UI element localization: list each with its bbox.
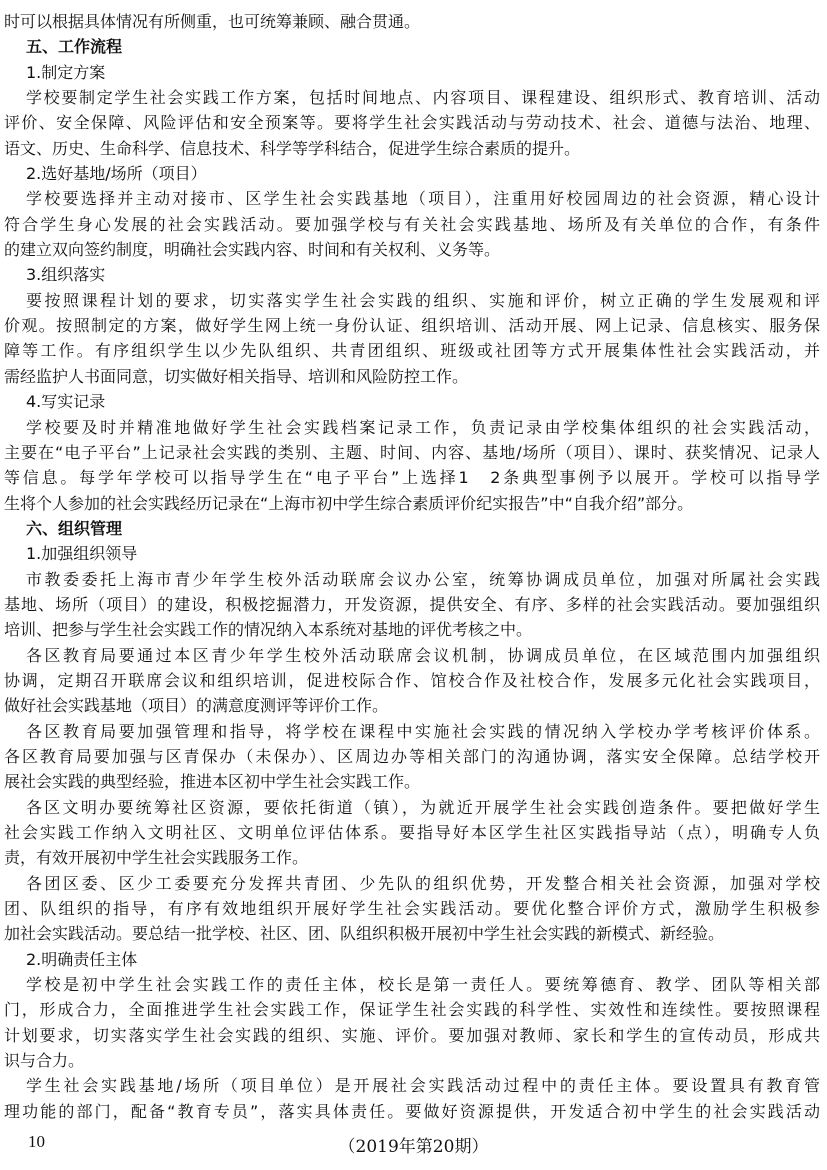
text-line: 加社会实践活动。要总结一批学校、社区、团、队组织积极开展初中学生社会实践的新模式、新经验。 — [4, 924, 725, 944]
text-line: 要按照课程计划的要求，切实落实学生社会实践的组织、实施和评价，树立正确的学生发展观和评 — [26, 290, 820, 310]
text-line: 培训、把参与学生社会实践工作的情况纳入本系统对基地的评优考核之中。 — [4, 620, 533, 640]
text-line: 基地、场所（项目）的建设，积极挖掘潜力，开发资源，提供安全、有序、多样的社会实践活动。要加强组织 — [4, 594, 820, 614]
text-line: 2.明确责任主体 — [26, 949, 138, 969]
text-line: 五、工作流程 — [26, 37, 123, 57]
subsection-heading — [4, 947, 820, 972]
subsection-heading — [4, 262, 820, 287]
paragraph — [4, 85, 820, 161]
paragraph — [4, 972, 820, 1073]
subsection-heading — [4, 389, 820, 414]
text-line: 六、组织管理 — [26, 518, 123, 538]
text-line: 时可以根据具体情况有所侧重，也可统筹兼顾、融合贯通。 — [4, 12, 421, 31]
text-line: 市教委委托上海市青少年学生校外活动联席会议办公室，统筹协调成员单位，加强对所属社会实践 — [26, 569, 820, 589]
subsection-heading — [4, 161, 820, 186]
text-line: 协调，定期召开联席会议和组织培训，促进校际合作、馆校合作及社校合作，发展多元化社会实践项目， — [4, 670, 820, 690]
paragraph — [4, 288, 820, 389]
issue-label: （2019年第20期） — [338, 1137, 489, 1157]
text-line: 各区教育局要加强与区青保办（未保办）、区周边办等相关部门的沟通协调，落实安全保障。总结学校开 — [4, 746, 820, 766]
text-line: 需经监护人书面同意，切实做好相关指导、培训和风险防控工作。 — [4, 366, 469, 386]
paragraph — [4, 1073, 820, 1124]
page-number: 10 — [28, 1132, 45, 1151]
subsection-heading — [4, 541, 820, 566]
continued-text — [4, 9, 820, 34]
paragraph — [4, 415, 820, 516]
section-heading — [4, 34, 820, 59]
text-line: 各区教育局要通过本区青少年学生校外活动联席会议机制，协调成员单位，在区域范围内加强组织 — [26, 645, 820, 665]
text-line: 生将个人参加的社会实践经历记录在“上海市初中学生综合素质评价纪实报告”中“自我介绍”部分。 — [4, 493, 694, 513]
text-line: 的建立双向签约制度，明确社会实践内容、时间和有关权利、义务等。 — [4, 240, 501, 260]
text-line: 1.制定方案 — [26, 62, 106, 82]
text-line: 团、队组织的指导，有序有效地组织开展好学生社会实践活动。要优化整合评价方式，激励学生积极参 — [4, 899, 820, 919]
paragraph — [4, 871, 820, 947]
text-line: 障等工作。有序组织学生以少先队组织、共青团组织、班级或社团等方式开展集体性社会实践活动，并 — [4, 341, 820, 361]
paragraph — [4, 719, 820, 795]
paragraph — [4, 795, 820, 871]
paragraph — [4, 186, 820, 262]
text-line: 语文、历史、生命科学、信息技术、科学等学科结合，促进学生综合素质的提升。 — [4, 138, 581, 158]
text-line: 3.组织落实 — [26, 265, 106, 285]
text-line: 主要在“电子平台”上记录社会实践的类别、主题、时间、内容、基地/场所（项目）、课时、获奖情况、记录人 — [4, 442, 820, 462]
text-line: 学校要及时并精准地做好学生社会实践档案记录工作，负责记录由学校集体组织的社会实践活动， — [26, 417, 820, 437]
text-line: 评价、安全保障、风险评估和安全预案等。要将学生社会实践活动与劳动技术、社会、道德与法治、地理、 — [4, 113, 820, 133]
text-line: 计划要求，切实落实学生社会实践的组织、实施、评价。要加强对教师、家长和学生的宣传动员，形成共 — [4, 1025, 820, 1045]
text-line: 学校是初中学生社会实践工作的责任主体，校长是第一责任人。要统筹德育、教学、团队等相关部 — [26, 975, 820, 995]
text-line: 展社会实践的典型经验，推进本区初中学生社会实践工作。 — [4, 772, 421, 792]
text-line: 各区教育局要加强管理和指导，将学校在课程中实施社会实践的情况纳入学校办学考核评价体系。 — [26, 721, 820, 741]
text-line: 社会实践工作纳入文明社区、文明单位评估体系。要指导好本区学生社区实践指导站（点），明确专人负 — [4, 823, 820, 842]
section-heading — [4, 516, 820, 541]
text-line: 学生社会实践基地/场所（项目单位）是开展社会实践活动过程中的责任主体。要设置具有教育管 — [26, 1076, 820, 1096]
text-line: 2.选好基地/场所（项目） — [26, 164, 207, 184]
text-line: 各区文明办要统筹社区资源，要依托街道（镇），为就近开展学生社会实践创造条件。要把做好学生 — [26, 797, 820, 817]
document-body — [4, 9, 820, 1124]
text-line: 理功能的部门，配备“教育专员”，落实具体责任。要做好资源提供，开发适合初中学生的社会实践活动 — [4, 1101, 820, 1121]
text-line: 做好社会实践基地（项目）的满意度测评等评价工作。 — [4, 696, 389, 716]
subsection-heading — [4, 60, 820, 85]
text-line: 符合学生身心发展的社会实践活动。要加强学校与有关社会实践基地、场所及有关单位的合作，有条件 — [4, 214, 820, 234]
paragraph — [4, 643, 820, 719]
text-line: 等信息。每学年学校可以指导学生在“电子平台”上选择1 2条典型事例予以展开。学校可以指导学 — [4, 468, 820, 488]
text-line: 各团区委、区少工委要充分发挥共青团、少先队的组织优势，开发整合相关社会资源，加强对学校 — [26, 873, 820, 893]
text-line: 价观。按照制定的方案，做好学生网上统一身份认证、组织培训、活动开展、网上记录、信息核实、服务保 — [4, 316, 820, 336]
text-line: 1.加强组织领导 — [26, 544, 138, 564]
text-line: 学校要制定学生社会实践工作方案，包括时间地点、内容项目、课程建设、组织形式、教育培训、活动 — [26, 88, 820, 108]
text-line: 4.写实记录 — [26, 392, 106, 412]
text-line: 学校要选择并主动对接市、区学生社会实践基地（项目），注重用好校园周边的社会资源，精心设计 — [26, 189, 820, 209]
text-line: 识与合力。 — [4, 1051, 85, 1071]
text-line: 门，形成合力，全面推进学生社会实践工作，保证学生社会实践的科学性、实效性和连续性。要按照课程 — [4, 1000, 820, 1020]
paragraph — [4, 567, 820, 643]
text-line: 责，有效开展初中学生社会实践服务工作。 — [4, 848, 309, 868]
